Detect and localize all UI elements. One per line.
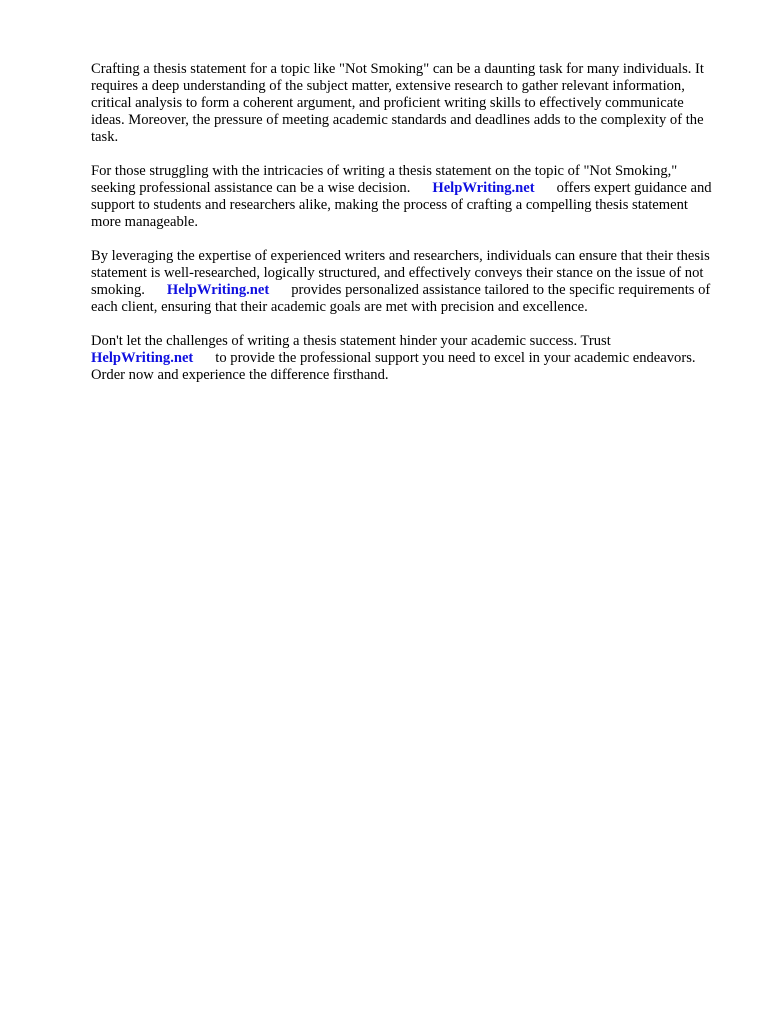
paragraph-intro-text: Crafting a thesis statement for a topic like "Not Smoking" can be a daunting task for many individuals. It requires a deep understanding of the subject matter, extensive research to gather relevant information, critical analysis to form a coherent argument, and proficient writing skills to effectively communicate ideas. Moreover, the pressure of meeting academic standards and deadlines adds to the complexity of the task. bbox=[91, 61, 704, 145]
paragraph-intro bbox=[91, 61, 713, 146]
paragraph-assistance bbox=[91, 163, 713, 231]
helpwriting-link[interactable]: HelpWriting.net bbox=[91, 350, 194, 366]
document-body bbox=[91, 61, 713, 401]
paragraph-expertise-after: provides personalized assistance tailored to the specific requirements of each client, ensuring that their academic goals are met with precision and excellence. bbox=[91, 282, 711, 315]
paragraph-expertise-before: By leveraging the expertise of experienced writers and researchers, individuals can ensure that their thesis statement is well-researched, logically structured, and effectively conveys their stance on the issue of not smoking. bbox=[91, 248, 710, 298]
paragraph-expertise bbox=[91, 248, 713, 316]
paragraph-assistance-after: offers expert guidance and support to students and researchers alike, making the process of crafting a compelling thesis statement more manageable. bbox=[91, 180, 712, 230]
paragraph-closing-after: to provide the professional support you need to excel in your academic endeavors. Order now and experience the difference firsthand. bbox=[91, 350, 696, 383]
helpwriting-link[interactable]: HelpWriting.net bbox=[166, 282, 270, 298]
paragraph-closing-before: Don't let the challenges of writing a thesis statement hinder your academic success. Trust bbox=[91, 333, 611, 349]
helpwriting-link[interactable]: HelpWriting.net bbox=[432, 180, 535, 196]
paragraph-closing bbox=[91, 333, 713, 384]
paragraph-assistance-before: For those struggling with the intricacies of writing a thesis statement on the topic of "Not Smoking," seeking professional assistance can be a wise decision. bbox=[91, 163, 678, 196]
